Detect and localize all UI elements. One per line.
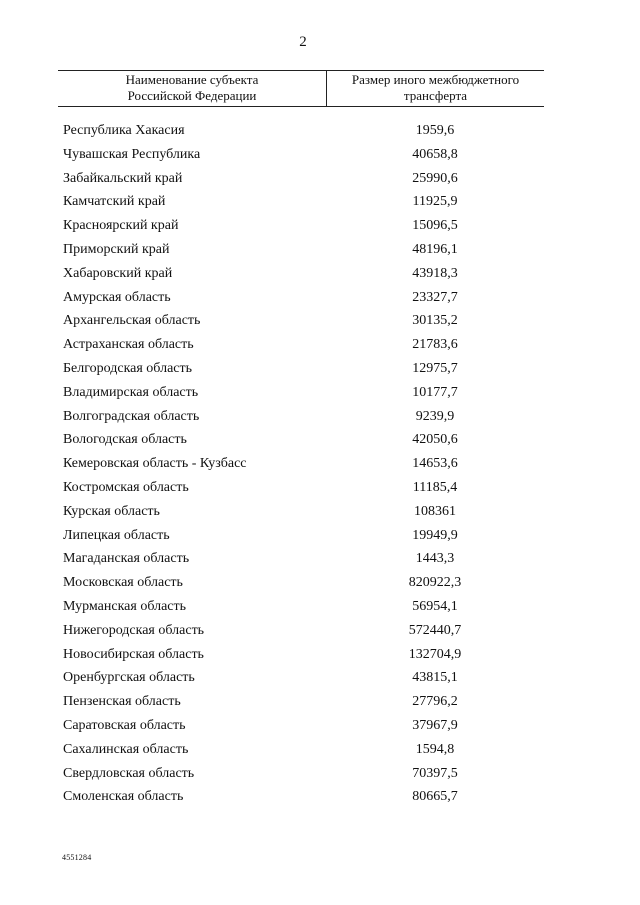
transfer-amount: 10177,7 — [412, 384, 458, 400]
transfer-amount: 9239,9 — [415, 408, 455, 424]
transfer-amount: 43918,3 — [412, 265, 458, 281]
transfer-amount: 43815,1 — [412, 670, 458, 686]
table-row — [0, 476, 640, 500]
subject-name: Пензенская область — [63, 694, 181, 710]
transfer-amount: 12975,7 — [412, 360, 458, 376]
table-row — [0, 714, 640, 738]
transfer-amount: 820922,3 — [408, 575, 462, 591]
transfer-amount: 30135,2 — [412, 313, 458, 329]
subject-name: Забайкальский край — [63, 170, 183, 186]
subject-name: Костромская область — [63, 479, 189, 495]
subject-name: Чувашская Республика — [63, 146, 201, 162]
column-header-subject — [58, 72, 326, 104]
table-row — [0, 428, 640, 452]
transfer-amount: 37967,9 — [412, 717, 458, 733]
subject-name: Саратовская область — [63, 717, 186, 733]
transfer-amount: 1594,8 — [415, 741, 455, 757]
subject-name: Липецкая область — [63, 527, 170, 543]
column-header-subject-line2: Российской Федерации — [127, 88, 257, 103]
table-row — [0, 238, 640, 262]
transfer-amount: 108361 — [414, 503, 456, 519]
transfer-amount: 80665,7 — [412, 789, 458, 805]
subject-name: Смоленская область — [63, 789, 184, 805]
table-row — [0, 619, 640, 643]
transfer-amount: 40658,8 — [412, 146, 458, 162]
table-row — [0, 571, 640, 595]
table-row — [0, 357, 640, 381]
table-row — [0, 595, 640, 619]
table-row — [0, 452, 640, 476]
table-row — [0, 666, 640, 690]
subject-name: Курская область — [63, 503, 160, 519]
transfer-amount: 48196,1 — [412, 241, 458, 257]
subject-name: Мурманская область — [63, 598, 187, 614]
subject-name: Владимирская область — [63, 384, 199, 400]
subject-name: Республика Хакасия — [63, 123, 185, 138]
table-row — [0, 524, 640, 548]
transfer-amount: 1443,3 — [415, 551, 455, 567]
table-row — [0, 762, 640, 786]
transfer-amount: 27796,2 — [412, 694, 458, 710]
transfer-amount: 42050,6 — [412, 432, 458, 448]
table-row — [0, 547, 640, 571]
column-header-transfer-line1: Размер иного межбюджетного — [351, 72, 520, 87]
document-code: 4551284 — [62, 853, 92, 862]
transfer-amount: 572440,7 — [408, 622, 462, 638]
table-row — [0, 262, 640, 286]
subject-name: Камчатский край — [63, 194, 166, 210]
table-row — [0, 143, 640, 167]
table-row — [0, 167, 640, 191]
transfer-amount: 21783,6 — [412, 337, 458, 353]
transfer-amount: 25990,6 — [412, 170, 458, 186]
subject-name: Архангельская область — [63, 313, 201, 329]
table-header-top-rule — [58, 70, 544, 71]
transfer-amount: 11925,9 — [412, 194, 458, 210]
subject-name: Магаданская область — [63, 551, 190, 567]
table-header-bottom-rule — [58, 106, 544, 107]
table-body — [0, 119, 640, 809]
table-row — [0, 405, 640, 429]
transfer-amount: 14653,6 — [412, 456, 458, 472]
table-row — [0, 190, 640, 214]
subject-name: Приморский край — [63, 241, 170, 257]
subject-name: Московская область — [63, 575, 183, 591]
transfer-amount: 56954,1 — [412, 598, 458, 614]
table-row — [0, 690, 640, 714]
column-header-subject-line1: Наименование субъекта — [125, 72, 259, 87]
transfer-amount: 1959,6 — [415, 123, 455, 138]
table-row — [0, 309, 640, 333]
subject-name: Астраханская область — [63, 337, 194, 353]
transfer-amount: 15096,5 — [412, 218, 458, 234]
table-row — [0, 500, 640, 524]
table-row — [0, 738, 640, 762]
subject-name: Вологодская область — [63, 432, 187, 448]
subject-name: Новосибирская область — [63, 646, 204, 662]
subject-name: Хабаровский край — [63, 265, 173, 281]
column-header-transfer-line2: трансферта — [403, 88, 468, 103]
subject-name: Сахалинская область — [63, 741, 189, 757]
page-number: 2 — [299, 34, 307, 50]
column-header-transfer-amount — [327, 72, 544, 104]
table-row — [0, 214, 640, 238]
transfer-amount: 11185,4 — [412, 479, 458, 495]
table-row — [0, 381, 640, 405]
subject-name: Белгородская область — [63, 360, 193, 376]
subject-name: Амурская область — [63, 289, 171, 305]
transfer-amount: 132704,9 — [408, 646, 462, 662]
subject-name: Оренбургская область — [63, 670, 195, 686]
table-row — [0, 643, 640, 667]
table-row — [0, 333, 640, 357]
transfer-amount: 23327,7 — [412, 289, 458, 305]
transfer-amount: 19949,9 — [412, 527, 458, 543]
table-row — [0, 119, 640, 143]
subject-name: Волгоградская область — [63, 408, 200, 424]
transfer-amount: 70397,5 — [412, 765, 458, 781]
table-row — [0, 785, 640, 809]
subject-name: Кемеровская область - Кузбасс — [63, 456, 247, 472]
subject-name: Красноярский край — [63, 218, 179, 234]
table-row — [0, 286, 640, 310]
subject-name: Нижегородская область — [63, 622, 205, 638]
subject-name: Свердловская область — [63, 765, 195, 781]
